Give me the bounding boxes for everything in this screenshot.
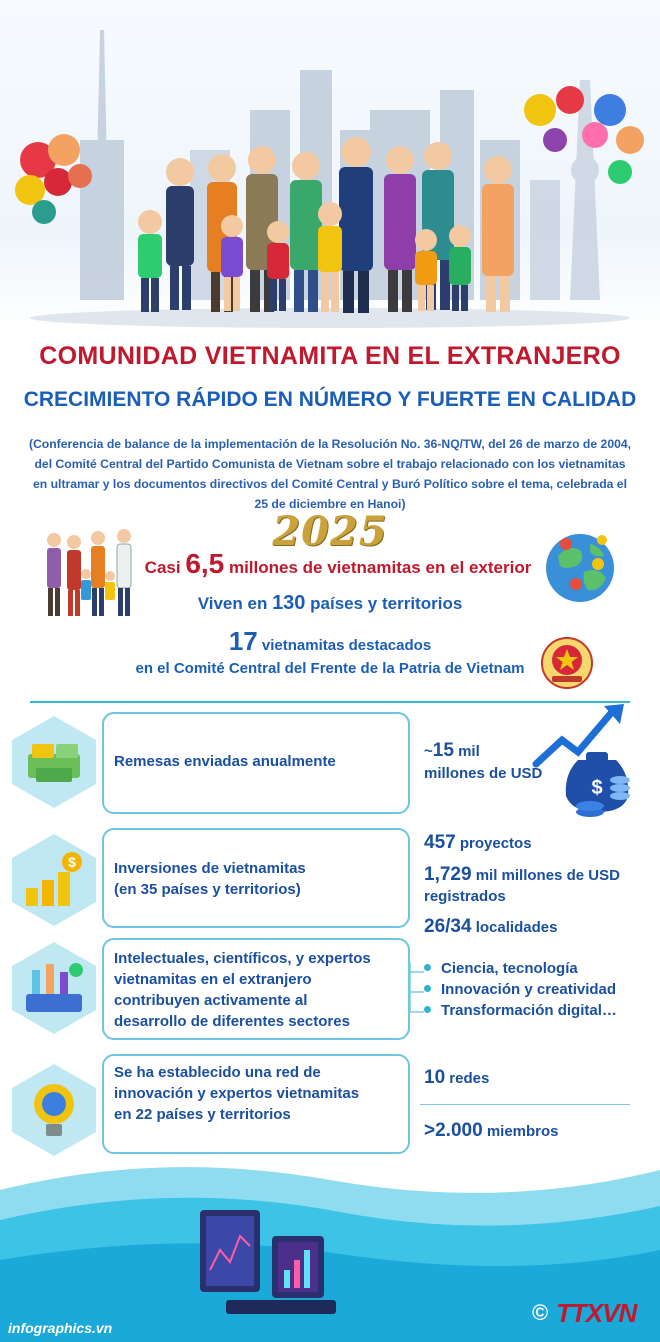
front-line1: vietnamitas destacados (257, 637, 432, 654)
investment-label-line2: (en 35 países y territorios) (114, 881, 301, 898)
hero-illustration (0, 0, 660, 330)
experts-label-line1: Intelectuales, científicos, y expertos (114, 950, 371, 967)
remittances-value-line2: millones de USD (424, 765, 543, 782)
agency-logo: TTXVN (556, 1298, 637, 1328)
investment-label-line1: Inversiones de vietnamitas (114, 860, 306, 877)
countries-value: 130 (272, 592, 306, 614)
network-label-line2: innovación y expertos vietnamitas (114, 1085, 360, 1102)
svg-text:$: $ (68, 854, 76, 870)
front-stat-line1 (150, 626, 510, 657)
remittances-value-line1 (424, 740, 480, 762)
members-suffix: miembros (482, 1123, 559, 1140)
projects-stat (424, 832, 532, 854)
countries-stat (130, 592, 530, 615)
remittances-prefix: ~ (424, 743, 433, 760)
family-skyline-illustration (0, 0, 660, 330)
page-subtitle: CRECIMIENTO RÁPIDO EN NÚMERO Y FUERTE EN CALIDAD (23, 388, 637, 411)
population-value: 6,5 (185, 548, 225, 579)
networks-value: 10 (424, 1067, 446, 1088)
localities-stat (424, 916, 557, 938)
sector-bullet: Ciencia, tecnología (424, 960, 578, 977)
members-stat (424, 1120, 559, 1142)
projects-suffix: proyectos (455, 835, 532, 852)
networks-stat (424, 1067, 489, 1089)
fatherland-front-emblem-icon (540, 636, 594, 690)
population-stat (138, 548, 538, 580)
network-separator (420, 1104, 630, 1105)
remittances-suffix: mil (453, 743, 480, 760)
science-lab-icon (6, 940, 102, 1036)
sector-bullet: Transformación digital… (424, 1002, 617, 1019)
countries-prefix: Viven en (197, 594, 273, 613)
capital-value: 1,729 (424, 864, 472, 885)
capital-suffix: mil millones de USD (471, 867, 620, 884)
capital-line2: registrados (424, 888, 506, 905)
copyright-symbol: © (532, 1300, 549, 1325)
countries-suffix: países y territorios (305, 594, 463, 613)
experts-label-line4: desarrollo de diferentes sectores (114, 1013, 350, 1030)
year-label: 2025 (272, 508, 388, 555)
investment-coins-icon (6, 832, 102, 928)
capital-stat (424, 864, 620, 886)
site-credit: infographics.vn (8, 1320, 113, 1336)
front-stat-line2: en el Comité Central del Frente de la Patria de Vietnam (135, 660, 525, 677)
projects-value: 457 (424, 832, 456, 853)
experts-label-line3: contribuyen activamente al (114, 992, 308, 1009)
money-bag-growth-icon (528, 700, 638, 824)
network-label-line1: Se ha establecido una red de (114, 1064, 321, 1081)
conference-note: (Conferencia de balance de la implementación de la Resolución No. 36-NQ/TW, del 26 de marzo de 2004, del Comité Central del Partido Comunista de Vietnam sobre el trabajo relacionado con los vietnamitas en ultramar y los documentos directivos del Comité Central y Buró Político sobre el tema, celebrada el 25 de diciembre en Hanoi) (28, 437, 632, 511)
members-value: >2.000 (424, 1120, 483, 1141)
experts-label-line2: vietnamitas en el extranjero (114, 971, 312, 988)
localities-suffix: localidades (471, 919, 558, 936)
networks-suffix: redes (445, 1070, 490, 1087)
front-value: 17 (228, 626, 258, 656)
network-label-line3: en 22 países y territorios (114, 1106, 291, 1123)
remittances-value: 15 (432, 740, 454, 761)
population-suffix: millones de vietnamitas en el exterior (224, 558, 532, 577)
money-stacks-icon (6, 714, 102, 810)
innovation-lightbulb-icon (6, 1062, 102, 1158)
population-prefix: Casi (144, 558, 186, 577)
globe-pins-icon (540, 526, 620, 606)
remittances-label: Remesas enviadas anualmente (114, 753, 336, 770)
sector-bullet: Innovación y creatividad (424, 981, 616, 998)
page-title: COMUNIDAD VIETNAMITA EN EL EXTRANJERO (39, 342, 621, 370)
family-icon (40, 528, 140, 620)
svg-text:$: $ (591, 777, 603, 799)
localities-value: 26/34 (424, 916, 472, 937)
